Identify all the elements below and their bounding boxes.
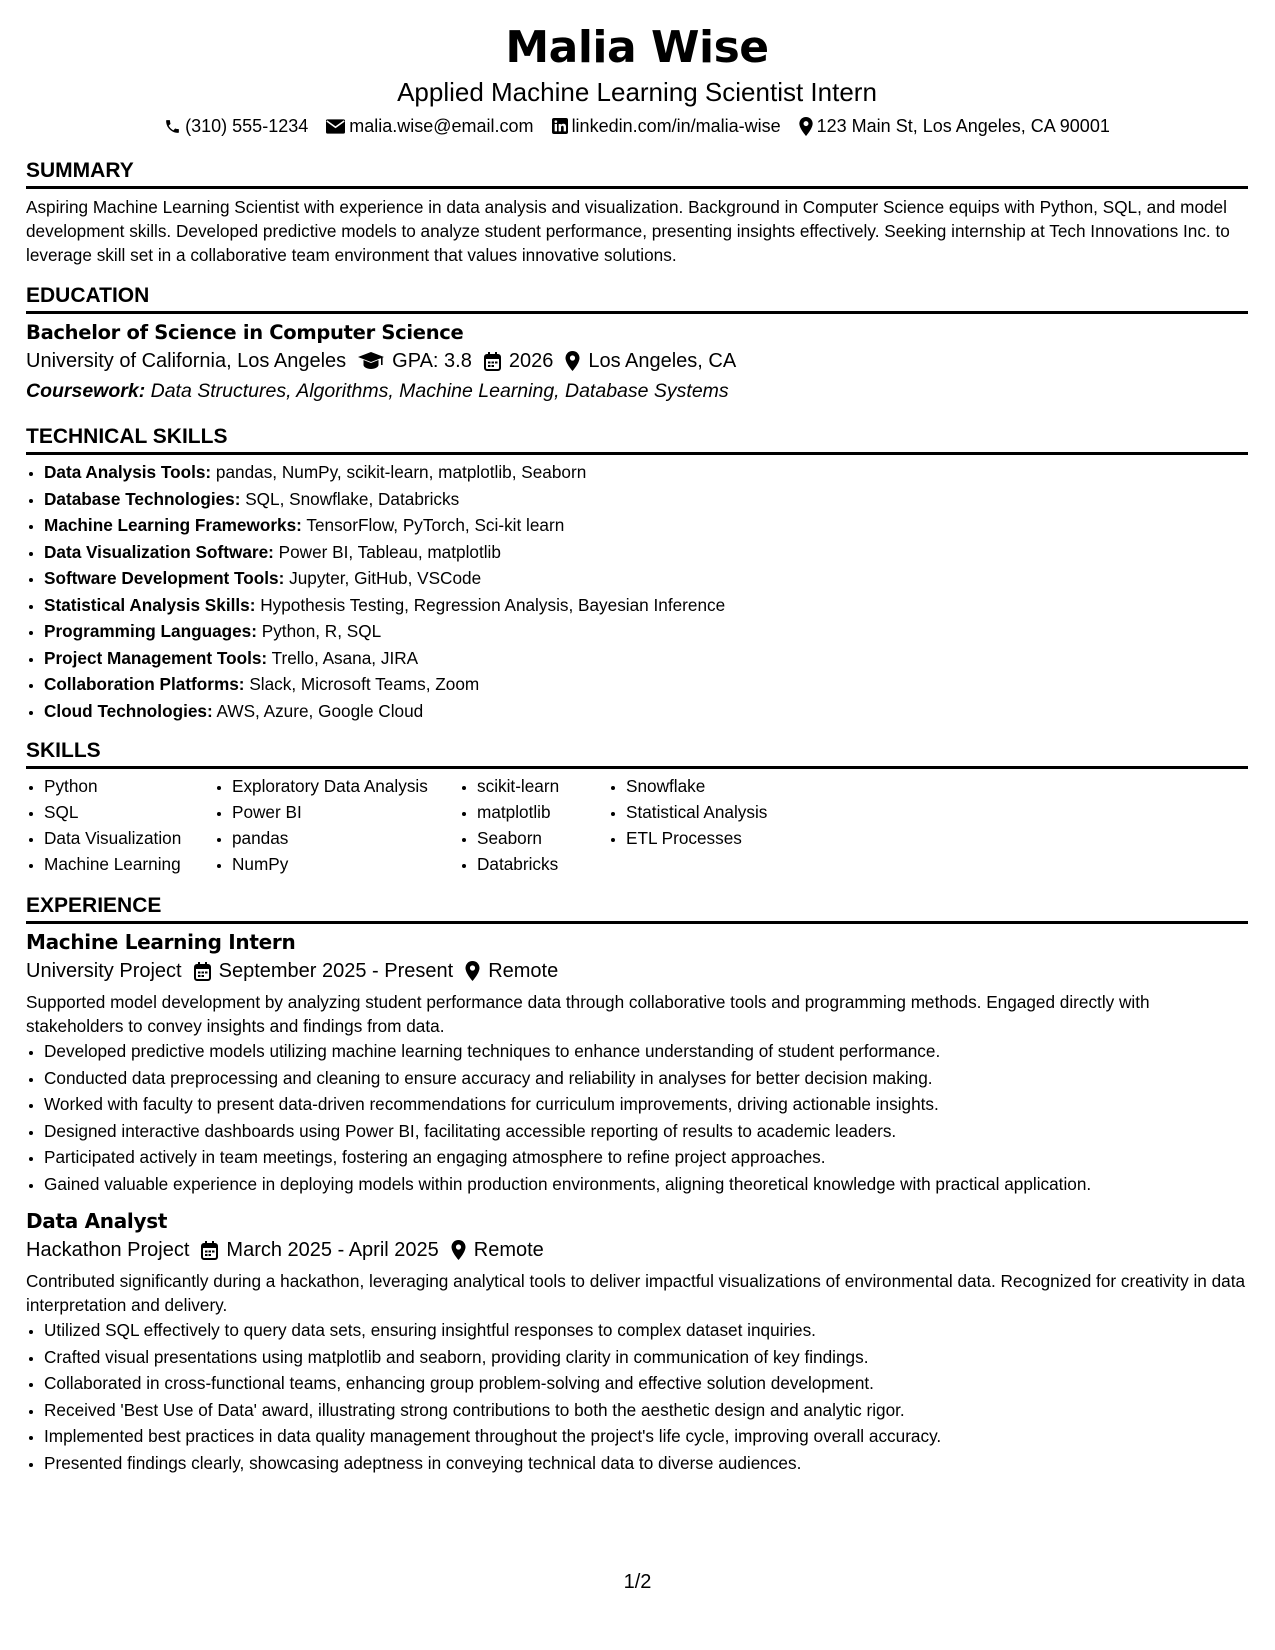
technical-skill-label: Collaboration Platforms:: [44, 674, 245, 694]
job-title: Data Analyst: [26, 1209, 168, 1233]
skills-section: [26, 738, 1248, 877]
technical-skill-value: Python, R, SQL: [261, 621, 382, 641]
skill-item: • Statistical Analysis: [626, 799, 816, 825]
technical-skill-value: Trello, Asana, JIRA: [271, 647, 419, 668]
job-organization: University Project: [26, 960, 182, 982]
experience-heading: EXPERIENCE: [26, 893, 1248, 924]
technical-skill-label: Cloud Technologies:: [44, 700, 213, 721]
technical-skill-value: Hypothesis Testing, Regression Analysis, Bayesian Inference: [260, 594, 726, 615]
technical-skill-item: [44, 512, 1248, 539]
degree-title: Bachelor of Science in Computer Science: [26, 321, 464, 344]
technical-skill-value: AWS, Azure, Google Cloud: [216, 700, 424, 721]
technical-skill-label: Machine Learning Frameworks:: [44, 515, 302, 535]
skills-heading: SKILLS: [26, 738, 1248, 769]
job-bullet: • Presented findings clearly, showcasing adeptness in conveying technical data to diverse audiences.: [44, 1450, 1248, 1477]
coursework-line: [26, 376, 1248, 406]
technical-skill-value: Power BI, Tableau, matplotlib: [278, 541, 501, 562]
technical-skill-item: [44, 539, 1248, 566]
contact-email[interactable]: [326, 114, 533, 138]
technical-skill-item: [44, 459, 1248, 486]
job-entry: [26, 1207, 1248, 1476]
contact-phone: [164, 114, 308, 138]
technical-skills-heading: TECHNICAL SKILLS: [26, 424, 1248, 455]
skill-item: • Power BI: [232, 799, 459, 825]
technical-skill-label: Data Analysis Tools:: [44, 462, 212, 482]
job-meta: [26, 1235, 1248, 1265]
graduation-cap-icon: [358, 352, 384, 370]
technical-skill-item: [44, 698, 1248, 725]
gpa-text: GPA: 3.8: [392, 350, 472, 372]
calendar-icon: [484, 352, 501, 371]
skill-item: • scikit-learn: [477, 773, 608, 799]
summary-section: [26, 158, 1248, 267]
resume-header: [26, 22, 1248, 138]
linkedin-icon: [552, 118, 568, 134]
technical-skill-label: Software Development Tools:: [44, 568, 285, 588]
education-meta: [26, 346, 1248, 376]
summary-heading: SUMMARY: [26, 158, 1248, 189]
summary-text: Aspiring Machine Learning Scientist with experience in data analysis and visualization. Background in Computer Science equips with Python, SQL, and model development skills. Developed predictive models to analyze student performance, presenting insights effectively. Seeking internship at Tech Innovations Inc. to leverage skill set in a collaborative team environment that values innovative solutions.: [26, 197, 1230, 265]
technical-skill-item: [44, 671, 1248, 698]
map-pin-icon: [465, 961, 480, 981]
technical-skill-item: [44, 592, 1248, 619]
experience-list: [26, 928, 1248, 1476]
address-text: 123 Main St, Los Angeles, CA 90001: [816, 116, 1110, 136]
skill-item: • Data Visualization: [44, 825, 214, 851]
job-description: Supported model development by analyzing student performance data through collaborative tools and programming methods. Engaged directly with stakeholders to convey insights and findings from data.: [26, 992, 1150, 1036]
skill-item: • ETL Processes: [626, 825, 816, 851]
job-dates: September 2025 - Present: [218, 960, 454, 982]
skill-item: • Python: [44, 773, 214, 799]
job-title: Machine Learning Intern: [26, 930, 296, 954]
phone-icon: [164, 118, 181, 135]
job-bullet: • Utilized SQL effectively to query data sets, ensuring insightful responses to complex dataset inquiries.: [44, 1317, 1248, 1344]
job-bullet: • Received 'Best Use of Data' award, illustrating strong contributions to both the aesthetic design and analytic rigor.: [44, 1397, 1248, 1424]
map-pin-icon: [799, 117, 813, 136]
technical-skill-item: [44, 618, 1248, 645]
candidate-name: Malia Wise: [505, 22, 769, 73]
envelope-icon: [326, 119, 345, 134]
technical-skill-value: Slack, Microsoft Teams, Zoom: [249, 674, 480, 694]
job-bullet: • Gained valuable experience in deploying models within production environments, aligning theoretical knowledge with practical application.: [44, 1171, 1248, 1198]
technical-skill-value: SQL, Snowflake, Databricks: [245, 488, 460, 509]
map-pin-icon: [565, 351, 580, 371]
technical-skill-label: Statistical Analysis Skills:: [44, 594, 256, 615]
technical-skill-item: [44, 565, 1248, 592]
calendar-icon: [201, 1241, 218, 1260]
job-bullet: • Participated actively in team meetings, fostering an engaging atmosphere to refine project approaches.: [44, 1144, 1248, 1171]
skill-item: • Seaborn: [477, 825, 608, 851]
experience-section: [26, 893, 1248, 1476]
job-organization: Hackathon Project: [26, 1239, 190, 1261]
job-bullet: • Implemented best practices in data quality management throughout the project's life cycle, improving overall accuracy.: [44, 1423, 1248, 1450]
job-description: Contributed significantly during a hackathon, leveraging analytical tools to deliver impactful visualizations of environmental data. Recognized for creativity in data interpretation and delivery.: [26, 1271, 1246, 1315]
coursework-list: Data Structures, Algorithms, Machine Learning, Database Systems: [150, 380, 729, 402]
job-location: Remote: [473, 1239, 544, 1261]
page-number: 1/2: [623, 1571, 652, 1593]
technical-skill-label: Data Visualization Software:: [44, 541, 274, 562]
resume-page: [26, 22, 1248, 1476]
technical-skill-label: Project Management Tools:: [44, 647, 268, 668]
email-text: malia.wise@email.com: [349, 116, 534, 136]
skill-item: • Machine Learning: [44, 851, 214, 877]
skill-item: • NumPy: [232, 851, 459, 877]
technical-skill-label: Programming Languages:: [44, 621, 257, 641]
technical-skill-value: TensorFlow, PyTorch, Sci-kit learn: [306, 515, 565, 535]
technical-skills-section: [26, 424, 1248, 724]
school-location: Los Angeles, CA: [588, 350, 737, 372]
coursework-label: Coursework:: [26, 380, 146, 402]
skill-item: • Databricks: [477, 851, 608, 877]
candidate-role: Applied Machine Learning Scientist Intern: [397, 77, 877, 107]
job-bullets: [26, 1038, 1248, 1197]
skills-column: [26, 773, 214, 877]
school-name: University of California, Los Angeles: [26, 350, 347, 372]
skill-item: • matplotlib: [477, 799, 608, 825]
graduation-year: 2026: [508, 350, 554, 372]
job-bullets: [26, 1317, 1248, 1476]
job-bullet: • Developed predictive models utilizing machine learning techniques to enhance understanding of student performance.: [44, 1038, 1248, 1065]
skill-item: • Exploratory Data Analysis: [232, 773, 459, 799]
skills-column: [214, 773, 459, 877]
skills-column: [608, 773, 816, 877]
technical-skill-value: pandas, NumPy, scikit-learn, matplotlib, Seaborn: [215, 462, 587, 482]
skill-item: • pandas: [232, 825, 459, 851]
calendar-icon: [194, 962, 211, 981]
skills-grid: [26, 773, 1248, 877]
technical-skill-item: [44, 486, 1248, 513]
job-bullet: • Collaborated in cross-functional teams, enhancing group problem-solving and effective solution development.: [44, 1370, 1248, 1397]
job-entry: [26, 928, 1248, 1197]
job-bullet: • Conducted data preprocessing and cleaning to ensure accuracy and reliability in analyses for better decision making.: [44, 1065, 1248, 1092]
job-location: Remote: [488, 960, 559, 982]
technical-skill-label: Database Technologies:: [44, 488, 241, 509]
job-bullet: • Worked with faculty to present data-driven recommendations for curriculum improvements, driving actionable insights.: [44, 1091, 1248, 1118]
job-bullet: • Designed interactive dashboards using Power BI, facilitating accessible reporting of results to academic leaders.: [44, 1118, 1248, 1145]
linkedin-text: linkedin.com/in/malia-wise: [571, 116, 781, 136]
skill-item: • SQL: [44, 799, 214, 825]
skill-item: • Snowflake: [626, 773, 816, 799]
education-heading: EDUCATION: [26, 283, 1248, 314]
contact-line: [26, 114, 1248, 138]
skills-column: [459, 773, 608, 877]
education-section: [26, 283, 1248, 406]
phone-text: (310) 555-1234: [185, 116, 309, 136]
contact-address: [799, 114, 1110, 138]
map-pin-icon: [451, 1240, 466, 1260]
technical-skills-list: [26, 459, 1248, 724]
technical-skill-item: [44, 645, 1248, 672]
technical-skill-value: Jupyter, GitHub, VSCode: [289, 568, 482, 588]
job-dates: March 2025 - April 2025: [226, 1239, 439, 1261]
contact-linkedin[interactable]: [552, 114, 781, 138]
job-meta: [26, 956, 1248, 986]
job-bullet: • Crafted visual presentations using matplotlib and seaborn, providing clarity in communication of key findings.: [44, 1344, 1248, 1371]
